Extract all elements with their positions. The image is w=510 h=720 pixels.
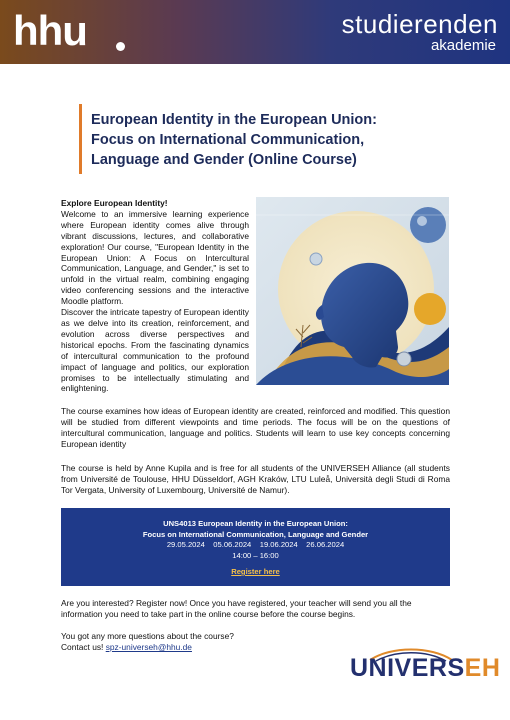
title-line-3: Language and Gender (Online Course)	[91, 152, 357, 168]
course-time: 14:00 – 16:00	[232, 550, 279, 560]
course-eligibility-paragraph: The course is held by Anne Kupila and is free for all students of the UNIVERSEH Alliance (all students from Université de Toulouse, HHU Düsseldorf, AGH Kraków, LTU Luleå, Università degli Studi di Roma Tor Vergata, University of Luxembourg, Université de Namur).	[61, 463, 450, 495]
course-description-paragraph: The course examines how ideas of European identity are created, reinforced and modified. This question will be studied from different viewpoints and time periods. The focus will be on the questions of intercultural communication, language and politics. Students will learn to use key concepts concerning European identity	[61, 406, 450, 449]
hhu-logo: hhu	[13, 7, 87, 54]
course-eligibility	[61, 463, 450, 496]
universeh-logo-part2: EH	[464, 654, 501, 682]
contact-prefix: Contact us!	[61, 642, 106, 652]
title-line-2: Focus on International Communication,	[91, 132, 365, 148]
header-banner	[0, 0, 510, 64]
footer-question: You got any more questions about the course?	[61, 631, 234, 641]
head-silhouette-illustration	[256, 197, 449, 385]
universeh-logo	[350, 655, 500, 681]
title-accent-bar	[79, 104, 82, 174]
page-title	[91, 110, 491, 170]
studierendenakademie-logo-top: studierenden	[341, 9, 498, 39]
studierendenakademie-logo-bottom: akademie	[430, 37, 496, 54]
intro-paragraph-2: Discover the intricate tapestry of European identity as we delve into its creation, reinforcement, and evolution across diverse perspectives and historical epochs. From the fascinating dynamics of intercultural communication to the profound impact of language and politics, our exploration promises to be intellectually stimulating and enlightening.	[61, 307, 249, 394]
contact-email-link[interactable]: spz-universeh@hhu.de	[105, 642, 192, 652]
course-code-title: UNS4013 European Identity in the European Union:	[163, 519, 348, 528]
footer-paragraph-1: Are you interested? Register now! Once you have registered, your teacher will send you all the information you need to take part in the online course before the course begins.	[61, 598, 412, 619]
course-dates: 29.05.2024 05.06.2024 19.06.2024 26.06.2024	[166, 540, 345, 549]
universeh-logo-part1: UNIVERS	[350, 654, 465, 682]
course-info-box	[61, 508, 450, 586]
intro-lead: Explore European Identity!	[61, 198, 168, 208]
intro-text	[61, 198, 249, 394]
course-description	[61, 406, 450, 450]
intro-paragraph-1: Welcome to an immersive learning experience where European identity comes alive through vibrant discussions, lectures, and collaborative exploration! Our course, "European Identity in the European Union: A Focus on Intercultural Communication, Language, and Gender," is set to unfold in the virtual realm, combining engaging video conferencing sessions and the interactive Moodle platform.	[61, 208, 249, 307]
course-subtitle: Focus on International Communication, Language and Gender	[142, 529, 369, 539]
register-link[interactable]: Register here	[231, 567, 280, 576]
hhu-logo-dot	[116, 42, 125, 51]
title-line-1: European Identity in the European Union:	[91, 112, 377, 128]
